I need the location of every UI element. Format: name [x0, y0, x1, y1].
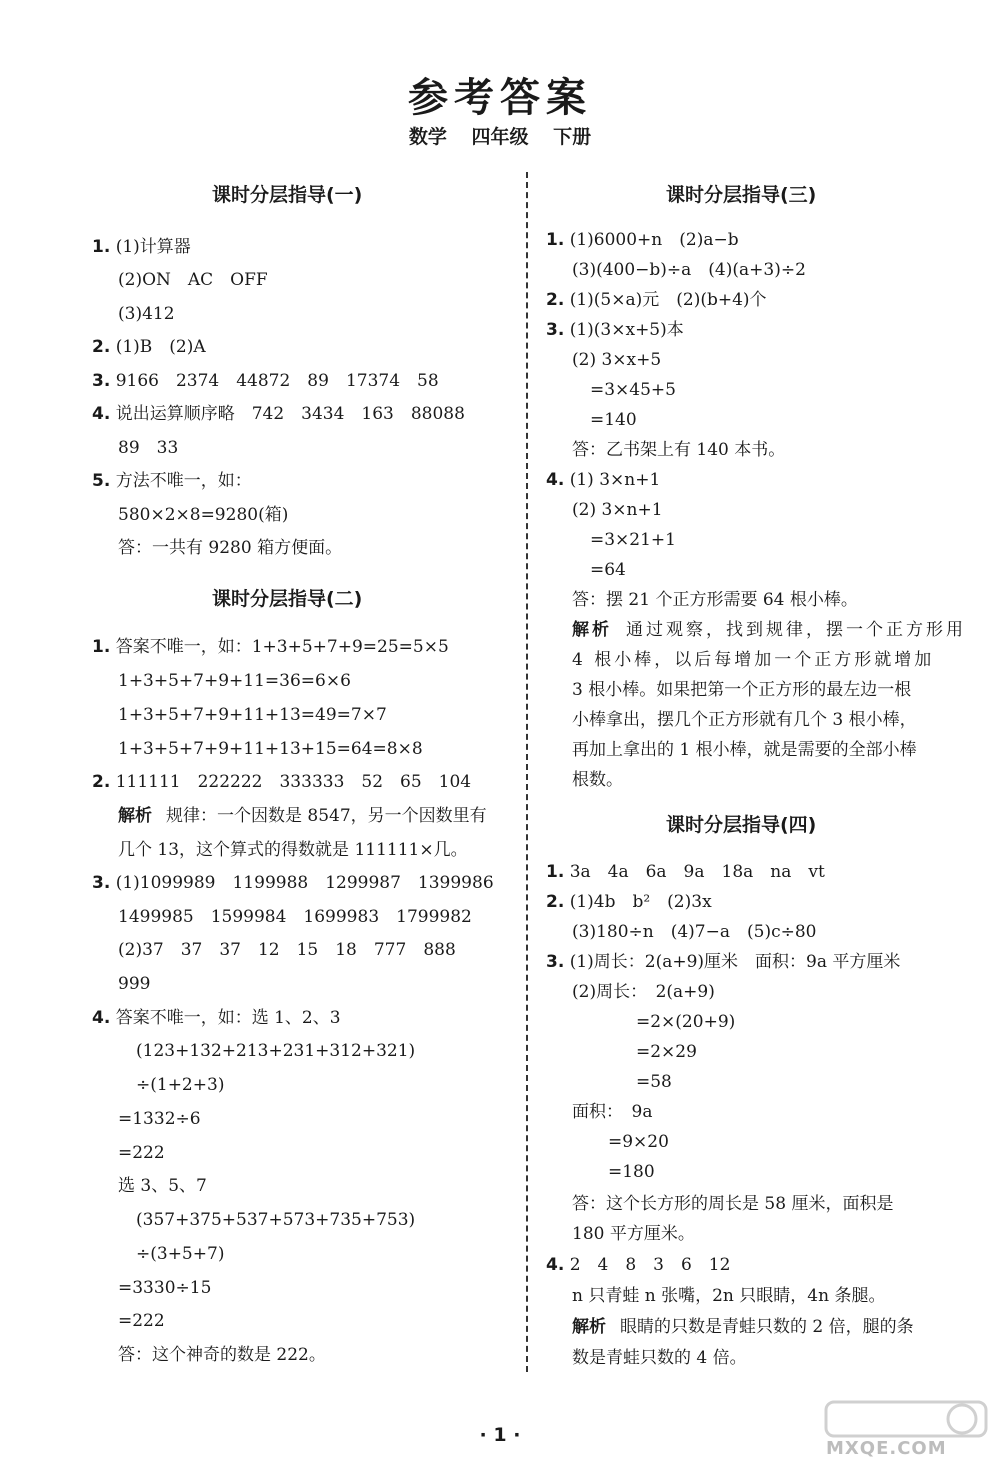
answer-line: 选 3、5、7 — [118, 1176, 207, 1196]
analysis-line: 数是青蛙只数的 4 倍。 — [572, 1348, 747, 1368]
answer-line: 答：这个神奇的数是 222。 — [118, 1345, 326, 1365]
answer-line: =222 — [118, 1311, 165, 1331]
answer-line: 2. (1)B (2)A — [92, 337, 206, 357]
page-number: · 1 · — [479, 1424, 521, 1446]
section-heading-2: 课时分层指导(二) — [212, 588, 363, 610]
answer-line: =64 — [590, 560, 626, 580]
answer-line: 4. (1) 3×n+1 — [546, 470, 661, 490]
section-heading-4: 课时分层指导(四) — [666, 814, 817, 836]
answer-line: =1332÷6 — [118, 1109, 201, 1129]
answer-line: =180 — [608, 1162, 655, 1182]
answer-line: 1+3+5+7+9+11+13+15=64=8×8 — [118, 739, 423, 759]
analysis-line: 几个 13，这个算式的得数就是 111111×几。 — [118, 840, 468, 860]
answer-line: ÷(3+5+7) — [136, 1244, 225, 1264]
analysis-line: 解析 眼睛的只数是青蛙只数的 2 倍，腿的条 — [572, 1317, 914, 1337]
answer-line: 4. 说出运算顺序略 742 3434 163 88088 — [92, 404, 465, 424]
answer-line: (2)周长： 2(a+9) — [572, 982, 715, 1002]
answer-line: 89 33 — [118, 438, 179, 458]
analysis-line: 解析 规律：一个因数是 8547，另一个因数里有 — [118, 806, 487, 826]
answer-line: (2)37 37 37 12 15 18 777 888 — [118, 940, 456, 960]
answer-line: 1. (1)6000+n (2)a−b — [546, 230, 739, 250]
analysis-line: 3 根小棒。如果把第一个正方形的最左边一根 — [572, 680, 912, 700]
answer-line: =222 — [118, 1143, 165, 1163]
answer-line: 1. 答案不唯一，如：1+3+5+7+9=25=5×5 — [92, 637, 449, 657]
subject: 数学 — [408, 126, 447, 148]
grade: 四年级 — [471, 126, 529, 148]
answer-line: 2. (1)(5×a)元 (2)(b+4)个 — [546, 290, 767, 310]
answer-line: 答：摆 21 个正方形需要 64 根小棒。 — [572, 590, 858, 610]
answer-line: 1499985 1599984 1699983 1799982 — [118, 907, 472, 927]
answer-line: (2) 3×x+5 — [572, 350, 662, 370]
answer-line: =9×20 — [608, 1132, 669, 1152]
answer-line: 4. 2 4 8 3 6 12 — [546, 1255, 731, 1275]
answer-line: =2×29 — [636, 1042, 697, 1062]
answer-line: n 只青蛙 n 张嘴，2n 只眼睛，4n 条腿。 — [572, 1286, 886, 1306]
answer-line: (2) 3×n+1 — [572, 500, 663, 520]
answer-line: =3×21+1 — [590, 530, 676, 550]
answer-line: =140 — [590, 410, 637, 430]
answer-line: 5. 方法不唯一，如： — [92, 471, 252, 491]
answer-line: 答：一共有 9280 箱方便面。 — [118, 538, 343, 558]
answer-line: 1. 3a 4a 6a 9a 18a na vt — [546, 862, 825, 882]
page-subtitle — [0, 122, 1000, 149]
answer-line: 3. (1)(3×x+5)本 — [546, 320, 684, 340]
answer-line: =3×45+5 — [590, 380, 676, 400]
answer-line: 1+3+5+7+9+11+13=49=7×7 — [118, 705, 387, 725]
answer-line: 3. (1)周长：2(a+9)厘米 面积：9a 平方厘米 — [546, 952, 901, 972]
page-title: 参考答案 — [408, 75, 592, 121]
watermark-text: MXQE.COM — [826, 1438, 947, 1459]
volume: 下册 — [553, 126, 592, 148]
answer-line: 1. (1)计算器 — [92, 237, 191, 257]
answer-line: 面积： 9a — [572, 1102, 653, 1122]
analysis-line: 小棒拿出，摆几个正方形就有几个 3 根小棒， — [572, 710, 917, 730]
answer-line: 3. 9166 2374 44872 89 17374 58 — [92, 371, 439, 391]
answer-line: (2)ON AC OFF — [118, 270, 268, 290]
column-divider — [526, 172, 528, 1372]
answer-line: (123+132+213+231+312+321) — [136, 1041, 416, 1061]
answer-line: (3)(400−b)÷a (4)(a+3)÷2 — [572, 260, 806, 280]
answer-line: 180 平方厘米。 — [572, 1224, 695, 1244]
answer-line: 答：乙书架上有 140 本书。 — [572, 440, 786, 460]
answer-line: 2. 111111 222222 333333 52 65 104 — [92, 772, 472, 792]
section-heading-3: 课时分层指导(三) — [666, 184, 817, 206]
answer-line: =2×(20+9) — [636, 1012, 736, 1032]
answer-line: =3330÷15 — [118, 1278, 212, 1298]
answer-line: (3)412 — [118, 304, 175, 324]
answer-line: 答：这个长方形的周长是 58 厘米，面积是 — [572, 1194, 894, 1214]
analysis-line: 再加上拿出的 1 根小棒，就是需要的全部小棒 — [572, 740, 917, 760]
answer-line: 1+3+5+7+9+11=36=6×6 — [118, 671, 351, 691]
answer-line: =58 — [636, 1072, 672, 1092]
answer-line: (357+375+537+573+735+753) — [136, 1210, 416, 1230]
analysis-line: 4 根小棒，以后每增加一个正方形就增加 — [572, 650, 935, 670]
section-heading-1: 课时分层指导(一) — [212, 184, 363, 206]
analysis-line: 根数。 — [572, 770, 623, 790]
answer-line: 4. 答案不唯一，如：选 1、2、3 — [92, 1008, 341, 1028]
answer-line: 2. (1)4b b² (2)3x — [546, 892, 712, 912]
analysis-line: 解析 通过观察，找到规律，摆一个正方形用 — [572, 620, 966, 640]
answer-line: 3. (1)1099989 1199988 1299987 1399986 — [92, 873, 494, 893]
answer-line: ÷(1+2+3) — [136, 1075, 225, 1095]
answer-line: 999 — [118, 974, 151, 994]
answer-line: 580×2×8=9280(箱) — [118, 505, 289, 525]
answer-line: (3)180÷n (4)7−a (5)c÷80 — [572, 922, 817, 942]
